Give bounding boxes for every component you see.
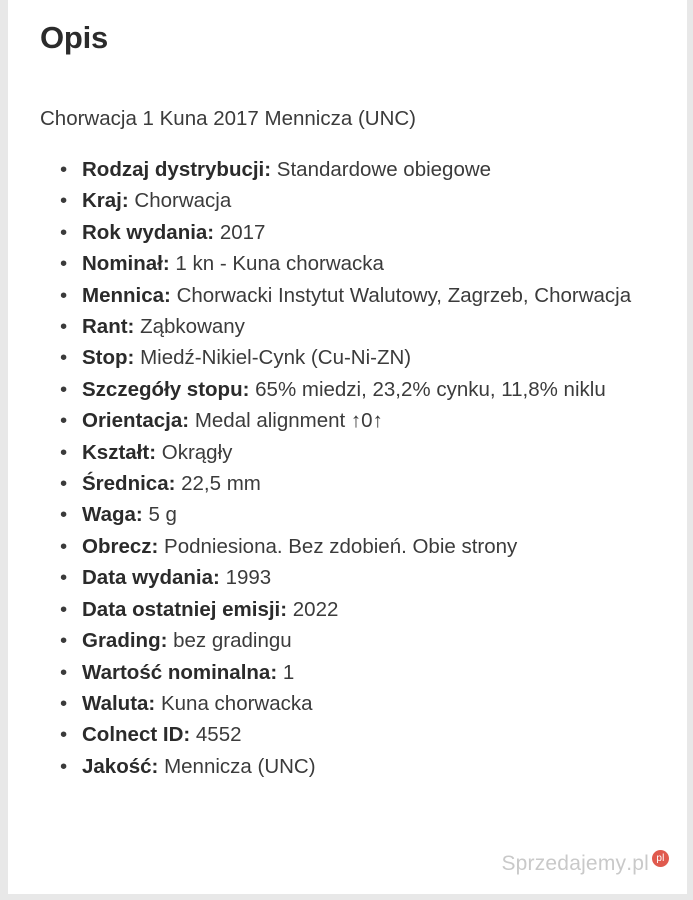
spec-value: 2022 <box>292 597 339 621</box>
spec-value: 5 g <box>148 503 177 527</box>
description-panel <box>8 0 687 894</box>
spec-key: Stop: <box>82 346 135 370</box>
spec-item <box>32 405 667 436</box>
bullet-icon: • <box>60 283 68 307</box>
spec-item <box>32 374 667 405</box>
spec-value: Medal alignment ↑0↑ <box>194 409 383 433</box>
watermark-suffix: .pl <box>626 852 649 875</box>
spec-item <box>32 499 667 530</box>
spec-value: 65% miedzi, 23,2% cynku, 11,8% niklu <box>255 377 606 401</box>
watermark-text: Sprzedajemy <box>501 852 627 875</box>
spec-value: Mennicza (UNC) <box>164 754 316 778</box>
spec-item <box>32 468 667 499</box>
spec-key: Szczegóły stopu: <box>82 377 250 401</box>
spec-key: Kształt: <box>82 440 157 464</box>
spec-value: Kuna chorwacka <box>160 691 313 715</box>
spec-item <box>32 248 667 279</box>
bullet-icon: • <box>60 252 68 276</box>
spec-item <box>32 751 667 782</box>
spec-value: 2017 <box>219 220 266 244</box>
bullet-icon: • <box>60 566 68 590</box>
spec-item <box>32 342 667 373</box>
spec-item <box>32 719 667 750</box>
spec-item <box>32 217 667 248</box>
spec-item <box>32 311 667 342</box>
spec-key: Rodzaj dystrybucji: <box>82 158 272 181</box>
bullet-icon: • <box>60 315 68 339</box>
spec-key: Waga: <box>82 503 143 527</box>
spec-value: Podniesiona. Bez zdobień. Obie strony <box>164 534 518 558</box>
spec-key: Data ostatniej emisji: <box>82 597 288 621</box>
spec-key: Colnect ID: <box>82 723 191 747</box>
bullet-icon: • <box>60 377 68 401</box>
bullet-icon: • <box>60 472 68 496</box>
spec-value: 22,5 mm <box>181 472 261 496</box>
page-title: Opis <box>40 20 109 55</box>
spec-value: 1 kn - Kuna chorwacka <box>175 252 384 276</box>
spec-key: Data wydania: <box>82 566 220 590</box>
spec-value: 1 <box>282 660 295 684</box>
spec-value: bez gradingu <box>173 629 292 653</box>
spec-item <box>32 280 667 311</box>
watermark-badge-icon: pl <box>652 850 669 867</box>
bullet-icon: • <box>60 660 68 684</box>
spec-value: Miedź-Nikiel-Cynk (Cu-Ni-ZN) <box>140 346 412 370</box>
spec-key: Kraj: <box>82 189 129 213</box>
bullet-icon: • <box>60 597 68 621</box>
bullet-icon: • <box>60 723 68 747</box>
spec-value: 1993 <box>225 566 272 590</box>
spec-value: Chorwacja <box>134 189 232 213</box>
spec-value: 4552 <box>195 723 242 747</box>
page-bottom-edge <box>0 894 693 900</box>
spec-item <box>32 657 667 688</box>
spec-key: Grading: <box>82 629 168 653</box>
spec-key: Rant: <box>82 315 135 339</box>
spec-item <box>32 437 667 468</box>
bullet-icon: • <box>60 346 68 370</box>
spec-item <box>32 562 667 593</box>
spec-item <box>32 531 667 562</box>
spec-item <box>32 154 667 185</box>
bullet-icon: • <box>60 629 68 653</box>
spec-key: Waluta: <box>82 691 156 715</box>
spec-key: Nominał: <box>82 252 170 276</box>
spec-key: Orientacja: <box>82 409 190 433</box>
spec-key: Mennica: <box>82 283 171 307</box>
bullet-icon: • <box>60 440 68 464</box>
specs-list <box>32 154 667 782</box>
spec-item <box>32 625 667 656</box>
bullet-icon: • <box>60 220 68 244</box>
watermark <box>501 852 669 876</box>
spec-value: Chorwacki Instytut Walutowy, Zagrzeb, Chorwacja <box>176 283 632 307</box>
spec-value: Ząbkowany <box>140 315 245 339</box>
spec-item <box>32 185 667 216</box>
bullet-icon: • <box>60 754 68 778</box>
bullet-icon: • <box>60 409 68 433</box>
spec-value: Okrągły <box>161 440 233 464</box>
spec-key: Jakość: <box>82 754 159 778</box>
bullet-icon: • <box>60 189 68 213</box>
page-left-edge <box>0 0 8 900</box>
item-name: Chorwacja 1 Kuna 2017 Mennicza (UNC) <box>40 107 417 130</box>
bullet-icon: • <box>60 158 68 181</box>
spec-value: Standardowe obiegowe <box>276 158 492 181</box>
spec-item <box>32 688 667 719</box>
spec-item <box>32 594 667 625</box>
bullet-icon: • <box>60 691 68 715</box>
bullet-icon: • <box>60 503 68 527</box>
page-right-edge <box>687 0 693 900</box>
bullet-icon: • <box>60 534 68 558</box>
spec-key: Wartość nominalna: <box>82 660 278 684</box>
spec-key: Rok wydania: <box>82 220 215 244</box>
spec-key: Obrecz: <box>82 534 159 558</box>
spec-key: Średnica: <box>82 472 176 496</box>
